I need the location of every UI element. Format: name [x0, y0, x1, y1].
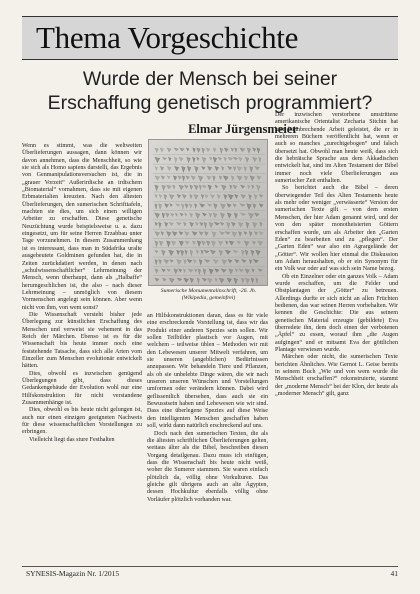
paragraph: Dies, obwohl es bis heute nicht gelungen ist, auch nur einen einzigen geeigneten Nachweis für diese wissenschaftlichen Vorstellungen zu erbringen.: [22, 407, 142, 436]
page-number: 41: [390, 569, 398, 578]
text-column-2: [147, 313, 268, 563]
paragraph: an Hilfskonstruktionen daran, dass es für viele eine erschreckende Vorstellung ist, dass wir das Produkt einer anderen Spezies sein sollen. Wir sollen Teilbilder plastisch vor Augen, mit welchem – teilweise üblen – Methoden wir mit den Lebewesen unserer Mitwelt verfahren, um sie unseren (angeblichen) Bedürfnissen anzupassen. Wir behandeln Tiere und Pflanzen, als ob sie unbelebte Dinge wären, die wir nach unseren unseren Wünschen und Vorstellungen umformen oder verändern können. Dabei wird geflissentlich übersehen, dass auch sie ein Bewusstsein haben und Lebewesen wie wir sind. Dass eine überlegene Spezies auf diese Weise den intelligenten Menschen geschaffen haben soll, wirkt dann natürlich erschreckend auf uns.: [147, 313, 268, 430]
paragraph: Der inzwischen verstorbene umstrittene amerikanische Orientalist Zecharia Sitchin hat hier bahnbrechende Arbeit geleistet, die er in mehreren Büchern veröffentlicht hat, wenn er auch so manches „zurechtgebogen“ und falsch übersetzt hat. Obwohl man heute weiß, dass sich die hebräische Sprache aus dem Akkadischen entwickelt hat, sind im Alten Testament der Bibel immer noch viele Überlieferungen aus sumerischer Zeit enthalten.: [275, 112, 398, 185]
page-footer: [22, 566, 398, 581]
text-column-3: [275, 112, 398, 565]
cuneiform-tablet-image: [148, 139, 268, 286]
cuneiform-tablet-figure: [148, 139, 268, 286]
paragraph: Die Wissenschaft versteht bisher jede Überlegung zur künstlichen Erschaffung des Menschen und verweist sie vehement in das Reich der Märchen. Ebenso ist es für die Wissenschaft bis heute immer noch eine feststehende Tatsache, dass sich alle Arten vom Einzeller zum Menschen evolutionär entwickelt hätten.: [22, 311, 142, 370]
section-title: Thema Vorgeschichte: [36, 20, 299, 55]
headline-line-1: Wurde der Mensch bei seiner: [82, 68, 338, 90]
cuneiform-pattern: [149, 140, 268, 286]
author-name: Elmar Jürgensmeier: [188, 122, 298, 136]
paragraph: Märchen oder nicht, die sumerischen Texte berichten Ähnliches. Wie Gernot L. Geise bereits in seinem Buch „Wie und von wem wurde die Menschheit erschaffen?“ rekonstruierte, stammt der „moderne Mensch“ bei der Klon, der heute als „moderner Mensch“ gilt, ganz: [275, 354, 398, 398]
paragraph: Vielleicht liegt das sture Festhalten: [29, 436, 115, 443]
paragraph: So berichtet auch die Bibel – deren überwiegender Teil des Alten Testaments heute als mehr oder weniger „verwässerte“ Version der sumerischen Texte gilt – von dem ersten Menschen, der hier Adam genannt wird, und der von den später monotheisierten Göttern erschaffen wurde, um als Arbeiter den „Garten Eden“ zu bearbeiten und zu „pflegen“. Der „Garten Eden“ war also ein Agrargelände der „Götter“. Wir wollen hier einmal die Diskussion um Adam heraushalten, ob er ein Synonym für ein Volk war oder auf was sich sein Name bezog.: [275, 185, 398, 273]
magazine-issue: SYNESIS-Magazin Nr. 1/2015: [26, 569, 120, 578]
paragraph: Ob ein Einzelner oder ein ganzes Volk – Adam wurde erschaffen, um die Felder und Obstplantagen der „Götter“ zu betreuen. Allerdings durfte er sich nicht an allen Früchten bedienen, das war seinen Herren vorbehalten. Wir kennen die Geschichte: Die aus seinem genetischen Material erzeugte (gebildete) Eva überredete ihn, dem doch einen der verbotenen „Äpfel“ zu essen, worauf ihm „die Augen aufgingen“ und er mitsamt Eva der göttlichen Plantage verwiesen wurde.: [275, 273, 398, 353]
figure-caption: Sumerische Monumentalinschrift, -26. Jh. (Wikipedia, gemeinfrei): [160, 288, 257, 301]
paragraph: Doch nach den sumerischen Texten, die als die ältesten schriftlichen Überlieferungen gelten, weitaus älter als die Bibel, beschreiben diesen Vorgang detailgenau. Dazu muss ich einfügen, dass die Wissenschaft bis heute nicht weiß, woher die Sumerer stammen. Sie waren einfach plötzlich da, völlig ohne Vorkulturen. Das gleiche gilt übrigens auch an alte Ägypten, dessen Hochkultur ebenfalls völlig ohne Vorläufer plötzlich vorhanden war.: [147, 430, 268, 503]
section-banner: [22, 16, 398, 60]
paragraph: Wenn es stimmt, was die weltweiten Überlieferungen aussagen, dann können wir davon annehmen, dass die Menschheit, so wie sie sich als Homo sapiens darstellt, das Ergebnis von Genmanipulationsversuchen ist, die in „grauer Vorzeit“ Außerirdische an irdischem „Biomaterial“ vornahmen, dass sie mit eigenen Erbmaterialien kreuzten. Nach den ältesten Überlieferungen, den sumerischen Schrifttafeln, machten sie dies, um sich einen willigen Arbeiter zu erschaffen. Diese genetische Neuzüchtung wurde beispielsweise u. a. dazu eingesetzt, um für seine Herren Erzabbau unter Tage vorzunehmen. In diesem Zusammenhang ist es interessant, dass man in Südafrika uralte ausgebeutete Goldminen gefunden hat, die in Zeiten zurückdatiert werden, in denen nach „schulwissenschaftlicher“ Lehrmeinung der Mensch, wenn überhaupt, dann als „Halbaffe“ herumgeschlichen ist, die also – nach dieser Lehrmeinung – unmöglich von diesem Vormenschen angelegt sein können. Aber wenn nicht von ihm, von wem sonst?: [22, 143, 142, 311]
paragraph: Dies, obwohl es inzwischen genügend Überlegungen gibt, dass dieses Gedankengebäude der Evolution wohl nur eine Hilfskonstruktion für nicht verstandene Zusammenhänge ist.: [22, 370, 142, 407]
headline-line-2: Erschaffung genetisch programmiert?: [47, 92, 373, 114]
text-column-1: [22, 143, 142, 563]
